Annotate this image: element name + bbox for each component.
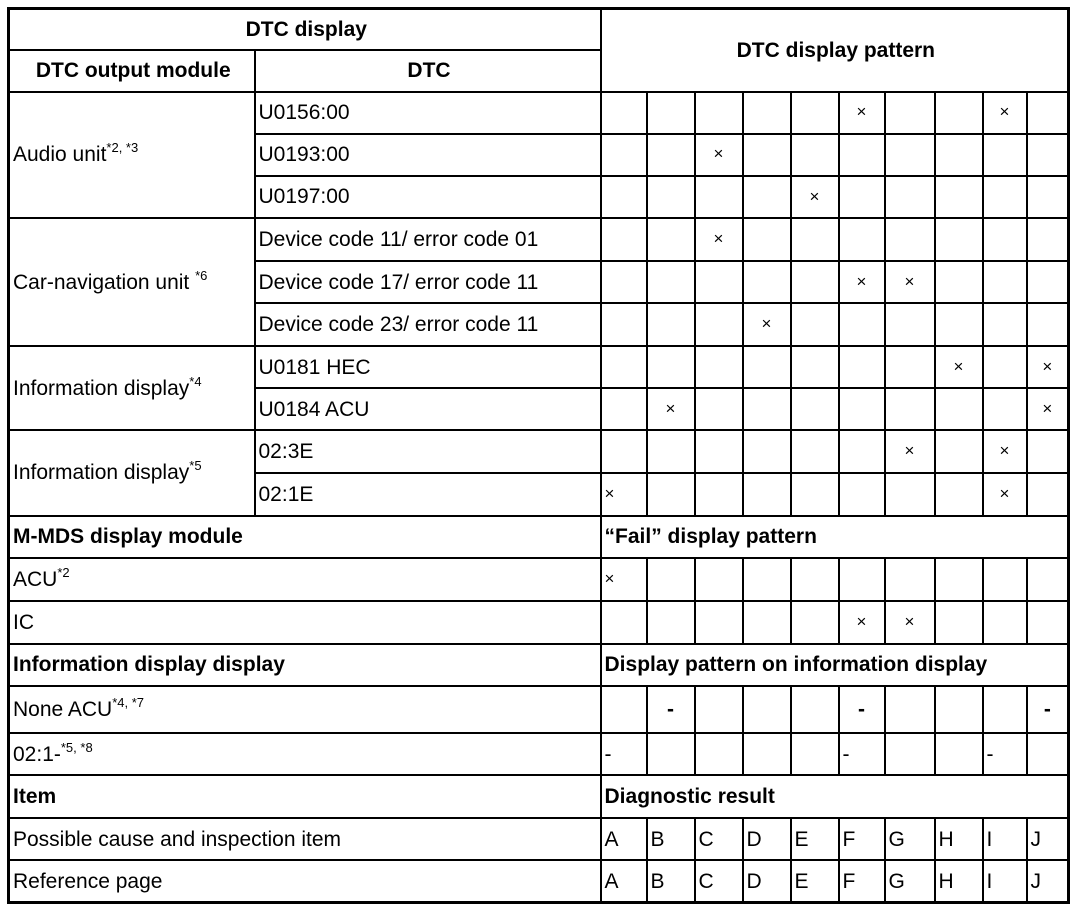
fail-pattern-title: “Fail” display pattern — [601, 516, 1069, 558]
pattern-cell — [743, 134, 791, 176]
fail-pattern-cell — [647, 558, 695, 601]
info-display-item — [9, 733, 601, 775]
pattern-cell — [935, 92, 983, 134]
result-letter: E — [791, 818, 839, 860]
item-name: Possible cause and inspection item — [9, 818, 601, 860]
item-row — [9, 818, 1069, 860]
dtc-code: U0184 ACU — [255, 388, 601, 430]
pattern-cell — [743, 346, 791, 388]
pattern-cell — [1027, 218, 1069, 261]
fail-pattern-cell — [695, 558, 743, 601]
result-letter: B — [647, 818, 695, 860]
pattern-cell — [791, 346, 839, 388]
pattern-cell — [695, 176, 743, 218]
pattern-cell — [983, 134, 1027, 176]
dtc-code: U0193:00 — [255, 134, 601, 176]
pattern-cell — [743, 261, 791, 303]
fail-pattern-cell — [1027, 558, 1069, 601]
pattern-cell: × — [983, 473, 1027, 516]
dtc-code: U0181 HEC — [255, 346, 601, 388]
result-letter: I — [983, 818, 1027, 860]
pattern-cell — [935, 388, 983, 430]
item-row — [9, 860, 1069, 902]
pattern-cell: × — [791, 176, 839, 218]
footnote-ref: *4, *7 — [112, 694, 145, 710]
pattern-cell — [601, 346, 647, 388]
pattern-cell — [601, 388, 647, 430]
pattern-cell — [695, 303, 743, 346]
module-name: Audio unit — [13, 143, 107, 167]
display-pattern-cell: - — [839, 733, 885, 775]
pattern-cell — [647, 218, 695, 261]
display-pattern-cell — [935, 733, 983, 775]
dtc-row — [9, 92, 1069, 134]
display-pattern-cell — [885, 686, 935, 733]
pattern-cell — [983, 303, 1027, 346]
module-name: Car-navigation unit — [13, 270, 196, 294]
pattern-cell: × — [885, 430, 935, 472]
dtc-output-module-header: DTC output module — [9, 50, 255, 92]
info-display-pattern-title: Display pattern on information display — [601, 644, 1069, 686]
row-label: 02:1- — [13, 742, 61, 766]
fail-pattern-cell — [743, 601, 791, 644]
fail-pattern-cell — [983, 601, 1027, 644]
pattern-cell — [647, 261, 695, 303]
footnote-ref: *4 — [189, 373, 202, 389]
footnote-ref: *6 — [195, 267, 208, 283]
pattern-cell — [601, 92, 647, 134]
pattern-cell — [695, 92, 743, 134]
dtc-header: DTC — [255, 50, 601, 92]
pattern-cell: × — [1027, 346, 1069, 388]
pattern-cell: × — [839, 92, 885, 134]
pattern-cell — [647, 303, 695, 346]
pattern-cell: × — [743, 303, 791, 346]
pattern-cell — [983, 261, 1027, 303]
pattern-cell: × — [839, 261, 885, 303]
result-letter: D — [743, 818, 791, 860]
info-display-header-row — [9, 644, 1069, 686]
display-pattern-cell: - — [647, 686, 695, 733]
mmds-module — [9, 601, 601, 644]
fail-pattern-cell — [695, 601, 743, 644]
pattern-cell — [647, 346, 695, 388]
pattern-cell: × — [647, 388, 695, 430]
pattern-cell: × — [695, 134, 743, 176]
footnote-ref: *2, *3 — [106, 140, 139, 156]
fail-pattern-cell — [601, 601, 647, 644]
fail-pattern-cell: × — [839, 601, 885, 644]
pattern-cell: × — [935, 346, 983, 388]
pattern-cell — [791, 218, 839, 261]
pattern-cell — [885, 92, 935, 134]
pattern-cell — [791, 261, 839, 303]
footnote-ref: *5, *8 — [60, 739, 93, 755]
row-label: IC — [13, 610, 34, 634]
pattern-cell — [935, 261, 983, 303]
result-letter: F — [839, 818, 885, 860]
pattern-cell — [1027, 430, 1069, 472]
result-letter: A — [601, 860, 647, 902]
mmds-row — [9, 558, 1069, 601]
pattern-cell — [839, 346, 885, 388]
info-display-row — [9, 686, 1069, 733]
pattern-cell — [647, 176, 695, 218]
result-letter: D — [743, 860, 791, 902]
display-pattern-cell — [743, 686, 791, 733]
pattern-cell — [601, 303, 647, 346]
result-letter: H — [935, 818, 983, 860]
row-label: None ACU — [13, 697, 113, 721]
dtc-row — [9, 346, 1069, 388]
fail-pattern-cell — [647, 601, 695, 644]
pattern-cell — [935, 430, 983, 472]
pattern-cell — [743, 388, 791, 430]
pattern-cell — [839, 134, 885, 176]
fail-pattern-cell — [935, 601, 983, 644]
pattern-cell — [839, 176, 885, 218]
result-letter: I — [983, 860, 1027, 902]
item-title: Item — [9, 775, 601, 818]
pattern-cell: × — [983, 92, 1027, 134]
display-pattern-cell — [935, 686, 983, 733]
pattern-cell — [885, 473, 935, 516]
pattern-cell — [1027, 92, 1069, 134]
footnote-ref: *2 — [57, 564, 70, 580]
pattern-cell — [695, 430, 743, 472]
pattern-cell — [1027, 176, 1069, 218]
pattern-cell — [695, 388, 743, 430]
dtc-display-pattern-header: DTC display pattern — [601, 9, 1069, 92]
pattern-cell — [935, 218, 983, 261]
pattern-cell — [601, 218, 647, 261]
display-pattern-cell — [647, 733, 695, 775]
pattern-cell — [791, 92, 839, 134]
display-pattern-cell — [601, 686, 647, 733]
result-letter: J — [1027, 860, 1069, 902]
module-name: Information display — [13, 376, 190, 400]
row-label: ACU — [13, 567, 58, 591]
pattern-cell — [885, 176, 935, 218]
header-row-1 — [9, 9, 1069, 50]
pattern-cell — [601, 430, 647, 472]
pattern-cell — [601, 176, 647, 218]
display-pattern-cell — [695, 733, 743, 775]
dtc-display-header: DTC display — [9, 9, 601, 50]
result-letter: J — [1027, 818, 1069, 860]
result-letter: C — [695, 818, 743, 860]
dtc-row — [9, 430, 1069, 472]
pattern-cell — [695, 346, 743, 388]
pattern-cell — [791, 473, 839, 516]
item-name: Reference page — [9, 860, 601, 902]
pattern-cell — [647, 92, 695, 134]
pattern-cell — [885, 346, 935, 388]
pattern-cell — [647, 473, 695, 516]
pattern-cell — [885, 218, 935, 261]
pattern-cell — [983, 346, 1027, 388]
pattern-cell — [885, 303, 935, 346]
pattern-cell: × — [601, 473, 647, 516]
pattern-cell — [743, 218, 791, 261]
dtc-row — [9, 218, 1069, 261]
fail-pattern-cell — [839, 558, 885, 601]
result-letter: E — [791, 860, 839, 902]
display-pattern-cell: - — [1027, 686, 1069, 733]
pattern-cell — [885, 134, 935, 176]
dtc-pattern-table — [7, 7, 1070, 904]
result-letter: A — [601, 818, 647, 860]
mmds-header-row — [9, 516, 1069, 558]
dtc-code: U0156:00 — [255, 92, 601, 134]
result-letter: C — [695, 860, 743, 902]
pattern-cell — [791, 388, 839, 430]
fail-pattern-cell — [743, 558, 791, 601]
dtc-code: 02:1E — [255, 473, 601, 516]
module-information-display-4 — [9, 346, 255, 430]
display-pattern-cell — [695, 686, 743, 733]
pattern-cell — [791, 134, 839, 176]
pattern-cell — [1027, 473, 1069, 516]
pattern-cell — [935, 473, 983, 516]
pattern-cell — [839, 473, 885, 516]
display-pattern-cell — [1027, 733, 1069, 775]
display-pattern-cell: - — [839, 686, 885, 733]
pattern-cell — [1027, 303, 1069, 346]
pattern-cell: × — [983, 430, 1027, 472]
pattern-cell — [839, 388, 885, 430]
fail-pattern-cell — [983, 558, 1027, 601]
display-pattern-cell — [791, 686, 839, 733]
module-information-display-5 — [9, 430, 255, 515]
fail-pattern-cell: × — [601, 558, 647, 601]
display-pattern-cell — [983, 686, 1027, 733]
pattern-cell — [839, 218, 885, 261]
info-display-title: Information display display — [9, 644, 601, 686]
pattern-cell — [647, 430, 695, 472]
pattern-cell — [935, 303, 983, 346]
display-pattern-cell — [885, 733, 935, 775]
pattern-cell — [1027, 261, 1069, 303]
dtc-code: 02:3E — [255, 430, 601, 472]
pattern-cell — [839, 303, 885, 346]
pattern-cell — [839, 430, 885, 472]
result-letter: F — [839, 860, 885, 902]
pattern-cell — [695, 261, 743, 303]
info-display-row — [9, 733, 1069, 775]
result-letter: H — [935, 860, 983, 902]
pattern-cell — [743, 176, 791, 218]
pattern-cell — [983, 218, 1027, 261]
dtc-code: Device code 11/ error code 01 — [255, 218, 601, 261]
module-car-navigation-unit — [9, 218, 255, 346]
fail-pattern-cell — [885, 558, 935, 601]
module-name: Information display — [13, 461, 190, 485]
pattern-cell: × — [885, 261, 935, 303]
pattern-cell — [743, 430, 791, 472]
footnote-ref: *5 — [189, 458, 202, 474]
module-audio-unit — [9, 92, 255, 218]
display-pattern-cell: - — [601, 733, 647, 775]
pattern-cell — [935, 176, 983, 218]
result-letter: B — [647, 860, 695, 902]
pattern-cell — [743, 473, 791, 516]
fail-pattern-cell: × — [885, 601, 935, 644]
mmds-row — [9, 601, 1069, 644]
pattern-cell — [601, 261, 647, 303]
fail-pattern-cell — [791, 558, 839, 601]
info-display-item — [9, 686, 601, 733]
dtc-code: Device code 23/ error code 11 — [255, 303, 601, 346]
item-header-row — [9, 775, 1069, 818]
pattern-cell — [935, 134, 983, 176]
display-pattern-cell — [791, 733, 839, 775]
diagnostic-result-title: Diagnostic result — [601, 775, 1069, 818]
result-letter: G — [885, 860, 935, 902]
fail-pattern-cell — [1027, 601, 1069, 644]
pattern-cell — [601, 134, 647, 176]
pattern-cell — [647, 134, 695, 176]
pattern-cell — [983, 388, 1027, 430]
pattern-cell — [791, 430, 839, 472]
display-pattern-cell: - — [983, 733, 1027, 775]
mmds-module — [9, 558, 601, 601]
pattern-cell — [695, 473, 743, 516]
pattern-cell — [1027, 134, 1069, 176]
display-pattern-cell — [743, 733, 791, 775]
mmds-title: M-MDS display module — [9, 516, 601, 558]
pattern-cell: × — [1027, 388, 1069, 430]
fail-pattern-cell — [935, 558, 983, 601]
pattern-cell — [743, 92, 791, 134]
pattern-cell — [791, 303, 839, 346]
pattern-cell — [885, 388, 935, 430]
dtc-code: Device code 17/ error code 11 — [255, 261, 601, 303]
dtc-code: U0197:00 — [255, 176, 601, 218]
pattern-cell — [983, 176, 1027, 218]
fail-pattern-cell — [791, 601, 839, 644]
pattern-cell: × — [695, 218, 743, 261]
result-letter: G — [885, 818, 935, 860]
